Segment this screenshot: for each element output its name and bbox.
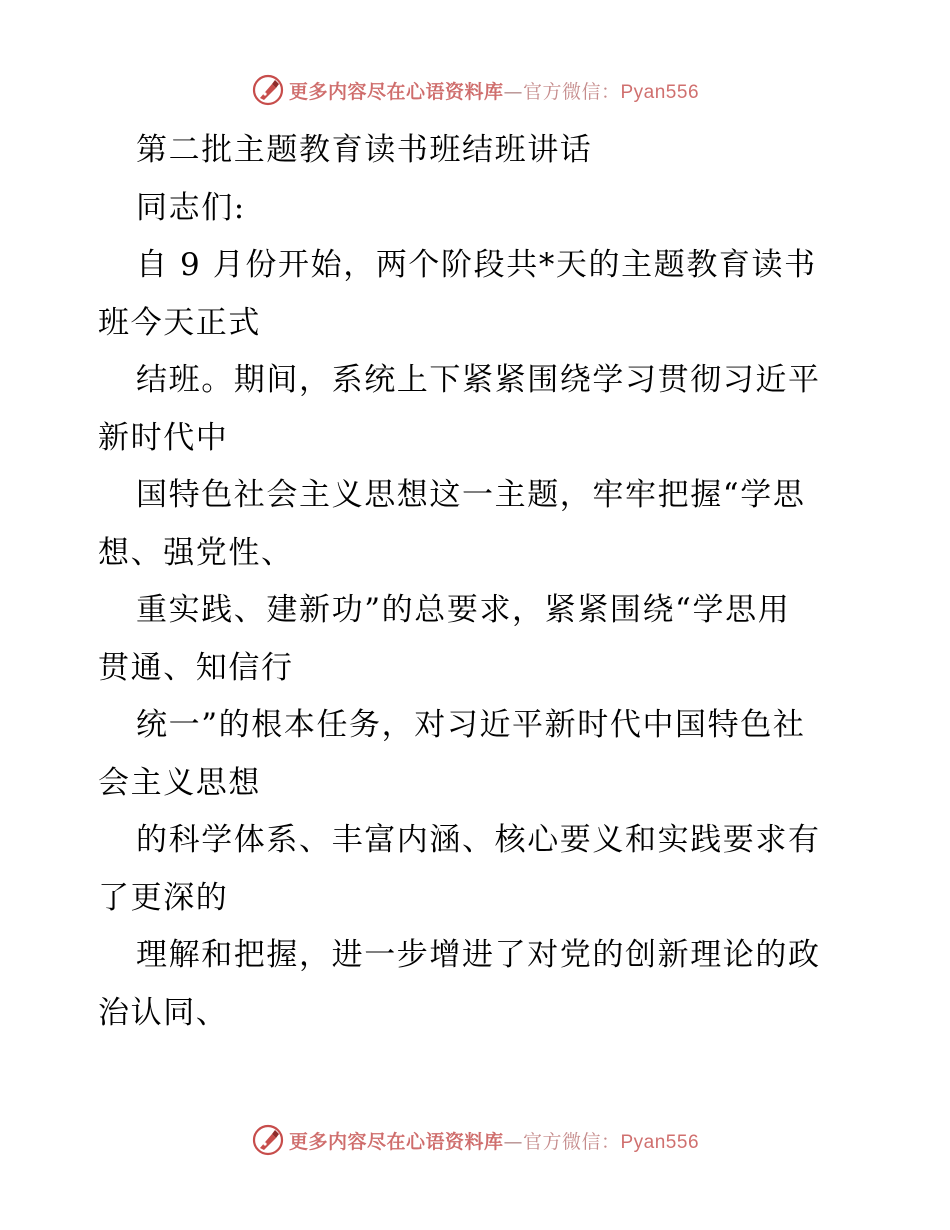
paragraph-line: 了更深的: [98, 879, 229, 916]
document-title: 第二批主题教育读书班结班讲话: [136, 132, 593, 168]
footer-watermark: [0, 1120, 950, 1160]
paragraph-line: 班今天正式: [98, 304, 261, 341]
watermark-separator: —: [503, 1130, 523, 1153]
paragraph-line: 结班。期间，系统上下紧紧围绕学习贯彻习近平: [136, 362, 821, 398]
watermark-sub: 官方微信：: [522, 80, 621, 103]
watermark-main: 更多内容尽在心语资料库: [288, 80, 504, 103]
paragraph-line: 会主义思想: [98, 764, 261, 801]
paragraph-line: 自 9 月份开始，两个阶段共*天的主题教育读书: [136, 247, 817, 283]
paragraph-line: 贯通、知信行: [98, 649, 294, 686]
pen-nib-logo-icon: [251, 1123, 285, 1157]
pen-nib-logo-icon: [251, 73, 285, 107]
salutation: 同志们:: [136, 189, 246, 226]
paragraph-line: 治认同、: [98, 994, 229, 1031]
watermark-text: [289, 77, 699, 104]
watermark-id: Pyan556: [620, 81, 700, 103]
document-body: [98, 122, 858, 1042]
paragraph-line: 理解和把握，进一步增进了对党的创新理论的政: [136, 937, 821, 973]
watermark-sub: 官方微信：: [522, 1130, 621, 1153]
paragraph-line: 的科学体系、丰富内涵、核心要义和实践要求有: [136, 822, 821, 858]
watermark-id: Pyan556: [620, 1131, 700, 1153]
paragraph-line: 新时代中: [98, 419, 229, 456]
paragraph-line: 想、强党性、: [98, 534, 294, 571]
paragraph-line: 国特色社会主义思想这一主题，牢牢把握“学思: [136, 477, 806, 513]
watermark-separator: —: [503, 80, 523, 103]
watermark-text: [289, 1127, 699, 1154]
paragraph-line: 统一”的根本任务，对习近平新时代中国特色社: [136, 707, 806, 743]
watermark-main: 更多内容尽在心语资料库: [288, 1130, 504, 1153]
paragraph-line: 重实践、建新功”的总要求，紧紧围绕“学思用: [136, 592, 791, 628]
header-watermark: [0, 70, 950, 110]
